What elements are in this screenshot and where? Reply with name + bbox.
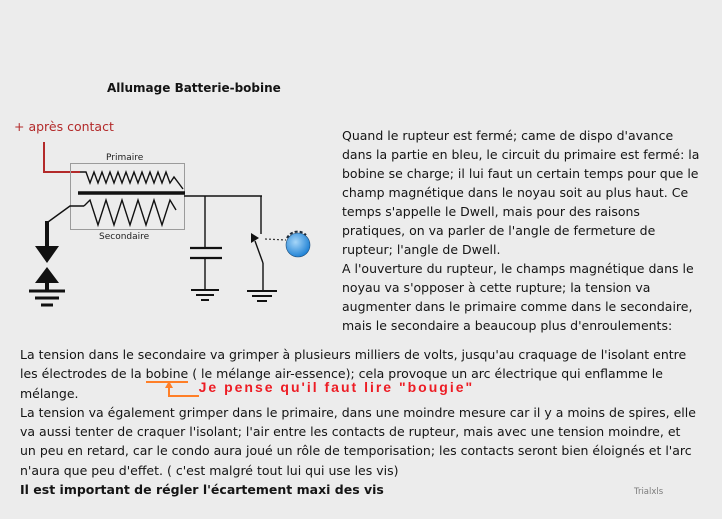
ground-icon [247,291,277,301]
secondary-label: Secondaire [99,232,150,242]
ignition-circuit-diagram [0,0,340,330]
side-line: A l'ouverture du rupteur, le champs magnétique dans le [342,261,694,276]
body-line-start: les électrodes de la [20,366,146,382]
body-line: La tension va également grimper dans le primaire, dans une moindre mesure car il y a moins de spires, elle [20,404,696,420]
cam-icon [286,232,310,257]
breaker-contact-icon [251,196,263,290]
side-line: champ magnétique dans le noyau soit au plus haut. Ce [342,185,689,200]
side-line: bobine se charge; il lui faut un certain temps pour que le [342,166,699,181]
ground-icon [29,291,65,305]
primary-winding [80,172,183,189]
coil-frame [71,164,185,230]
side-line: Quand le rupteur est fermé; came de dispo d'avance [342,128,674,143]
primary-label: Primaire [106,153,144,163]
ground-icon [191,290,219,300]
side-line: noyau va s'opposer à cette rupture; la tension va [342,280,651,295]
spark-plug-icon [35,221,59,290]
body-line: va aussi tenter de craquer l'isolant; l'air entre les contacts de rupteur, mais avec une tension moindre, et [20,424,681,440]
conclusion-line: Il est important de régler l'écartement maxi des vis [20,482,384,498]
cam-follower-link [265,239,286,240]
signature: Trialxls [634,487,664,497]
body-line: La tension dans le secondaire va grimper à plusieurs milliers de volts, jusqu'au craquage de l'isolant entre [20,347,687,362]
page-title: Allumage Batterie-bobine [107,81,281,95]
side-line: dans la partie en bleu, le circuit du primaire est fermé: la [342,147,700,162]
side-line: rupteur; l'angle de Dwell. [342,242,501,257]
side-line: temps s'appelle le Dwell, mais pour des raisons [342,204,640,219]
side-line: augmenter dans le primaire comme dans le secondaire, [342,299,693,314]
secondary-lead [48,206,84,222]
body-line: n'aura que peu d'effet. ( c'est malgré tout lui qui use les vis) [20,462,399,478]
correction-note: Je pense qu'il faut lire "bougie" [198,379,475,396]
highlighted-word: bobine [145,366,189,382]
explanation-bottom-text [20,345,718,499]
body-line: mélange. [20,385,79,401]
supply-label: + après contact [14,119,114,134]
body-line-highlighted [20,364,718,396]
explanation-side-text [342,126,716,335]
side-line: mais le secondaire a beaucoup plus d'enroulements: [342,318,673,333]
secondary-winding [84,200,176,225]
body-line: un peu en retard, car le condo aura joué un rôle de temporisation; les contacts seront bien éloignés et l'arc [20,443,692,459]
capacitor-icon [190,196,222,290]
side-line: pratiques, on va parler de l'angle de fermeture de [342,223,656,238]
supply-wire [44,142,80,172]
correction-arrow-icon [164,381,204,401]
body-line-end: ( le mélange air-essence); cela provoque un arc électrique qui enflamme le [188,366,663,382]
